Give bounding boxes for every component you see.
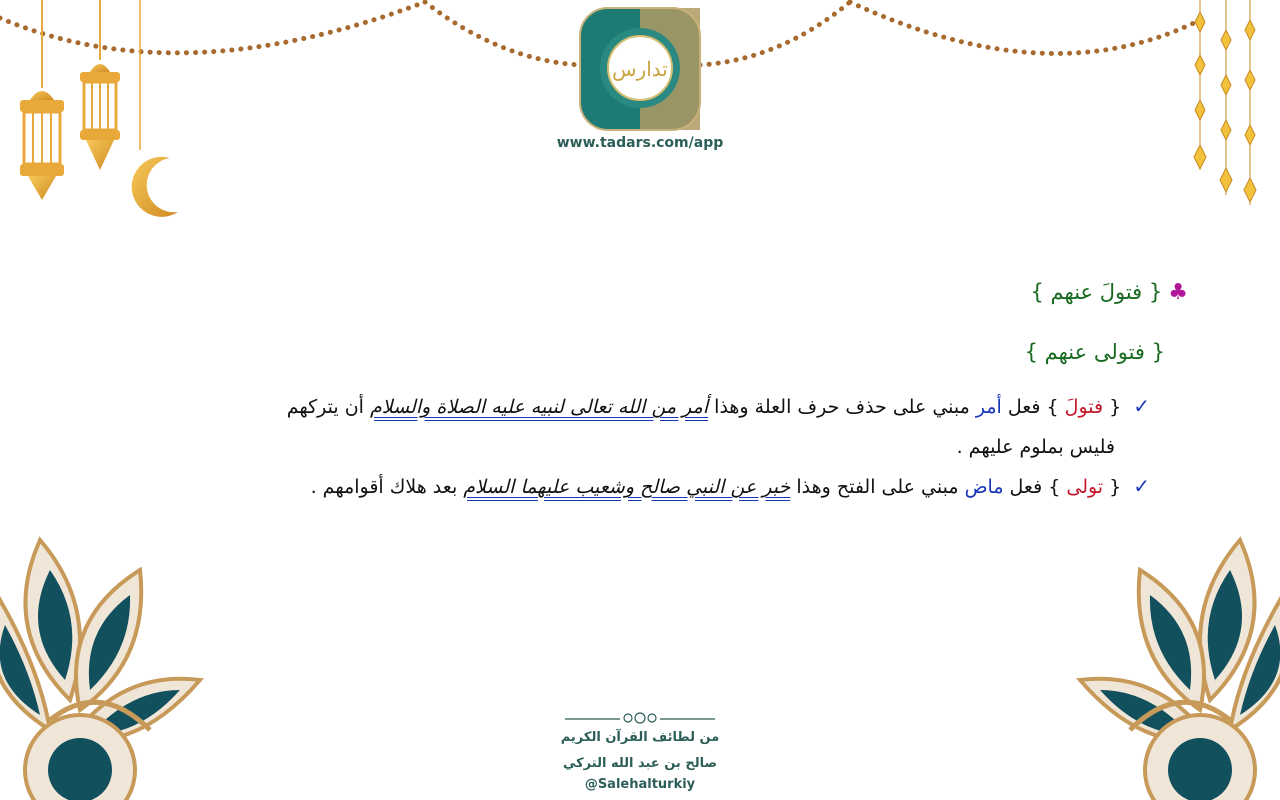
footer-handle: @Salehalturkiy: [584, 777, 696, 792]
heading-1: [1031, 280, 1189, 305]
footer-series: من لطائف القرآن الكريم: [560, 730, 720, 745]
item-2-type: ماض: [964, 476, 1004, 498]
checkmark-icon: ✓: [1133, 394, 1150, 418]
hanging-ornament-icon: [1194, 0, 1256, 205]
footer-author: صالح بن عبد الله التركي: [562, 756, 718, 771]
lantern-icon: [80, 0, 120, 170]
heading-1-text: { فتولَ عنهم }: [1030, 280, 1163, 304]
item-1-word: فتولَ: [1064, 396, 1104, 418]
item-1-text: فليس بملوم عليهم .: [956, 436, 1115, 458]
logo-url: www.tadars.com/app: [556, 135, 724, 151]
club-icon: ♣: [1168, 280, 1188, 305]
item-1-text: أن يتركهم: [286, 396, 370, 418]
tadars-logo: [580, 8, 700, 130]
crescent-moon-icon: [132, 0, 178, 217]
item-1-line-2: [957, 436, 1115, 458]
item-2-underlined: خبر عن النبي صالح وشعيب عليهما السلام: [463, 476, 791, 498]
item-2-text: } فعل: [1003, 476, 1067, 498]
checkmark-icon: ✓: [1133, 474, 1150, 498]
flower-ornament-icon: [1080, 540, 1280, 800]
item-2-text: بعد هلاك أقوامهم .: [310, 476, 464, 498]
item-1-text: } فعل: [1001, 396, 1065, 418]
item-1-type: أمر: [975, 396, 1002, 418]
logo-calligraphy: تدارس: [612, 57, 668, 81]
heading-2-text: { فتولى عنهم }: [1024, 340, 1165, 364]
item-2-line: ✓{ تولى } فعل ماض مبني على الفتح وهذا خبر عن النبي صالح وشعيب عليهما السلام بعد هلاك أقوامهم .: [310, 474, 1150, 498]
item-1-text: مبني على حذف حرف العلة وهذا: [708, 396, 976, 418]
item-1-underlined: أمر من الله تعالى لنبيه عليه الصلاة والسلام: [370, 396, 709, 418]
item-2-text: مبني على الفتح وهذا: [790, 476, 965, 498]
item-1-line-1: ✓{ فتولَ } فعل أمر مبني على حذف حرف العلة وهذا أمر من الله تعالى لنبيه عليه الصلاة والسلام أن يتركهم: [286, 394, 1150, 418]
heading-2: [1025, 340, 1165, 364]
flower-ornament-icon: [0, 540, 200, 800]
divider-ornament: [565, 713, 715, 723]
item-2-word: تولى: [1066, 476, 1104, 498]
